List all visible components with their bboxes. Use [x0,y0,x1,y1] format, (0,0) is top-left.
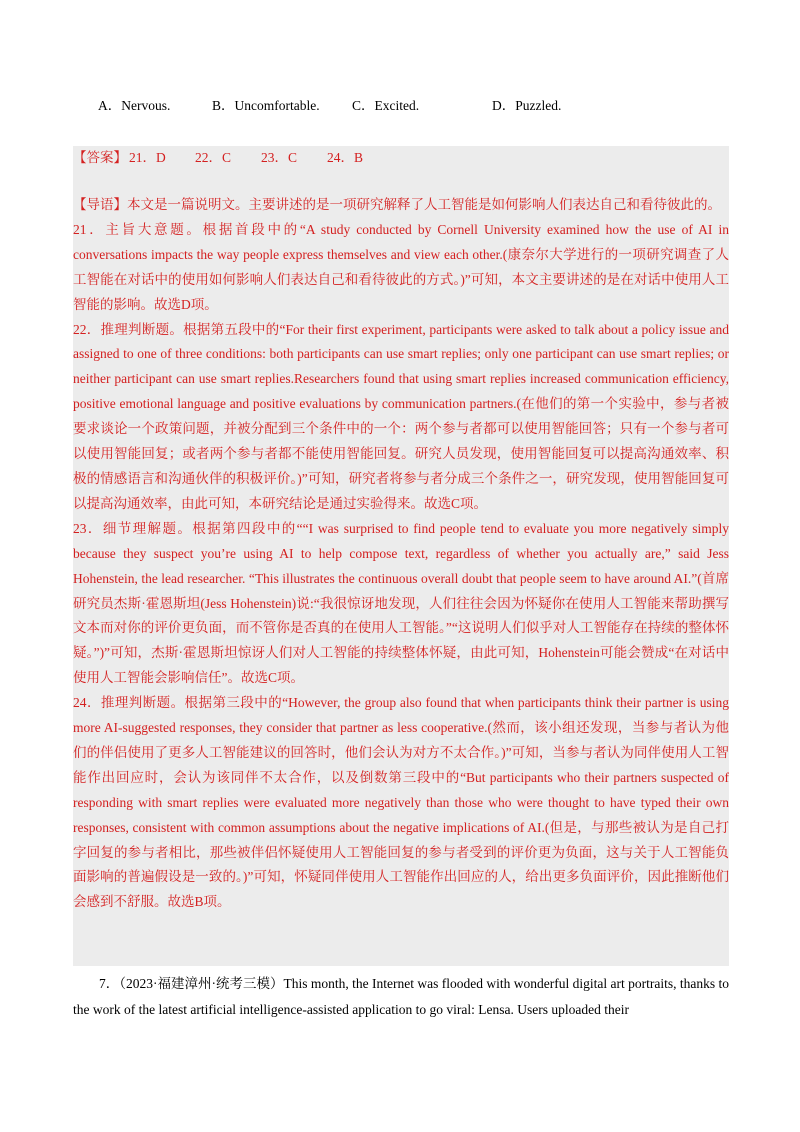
explanation-21: 21．主旨大意题。根据首段中的“A study conducted by Cornell University examined how the use of AI in conversations impacts the way people express themselves and view each other.(康奈尔大学进行的一项研究调查了人工智能在对话中的使用如何影响人们表达自己和看待彼此的方式。)”可知，本文主要讲述的是在对话中使用人工智能的影响。故选D项。 [73,221,729,312]
answer-item-21: 21．D [129,150,166,165]
guide-paragraph: 【导语】本文是一篇说明文。主要讲述的是一项研究解释了人工智能是如何影响人们表达自己和看待彼此的。 [73,197,721,212]
answer-item-22: 22．C [195,150,232,165]
explanation-body [73,193,729,915]
explanation-22: 22．推理判断题。根据第五段中的“For their first experiment, participants were asked to talk about a policy issue and assigned to one of three conditions: both participants can use smart replies; only one participant can use smart replies; or neither participant can use smart replies.Researchers found that using smart replies increased communication efficiency, positive emotional language and positive evaluations by communication partners.(在他们的第一个实验中，参与者被要求谈论一个政策问题，并被分配到三个条件中的一个：两个参与者都可以使用智能回答；只有一个参与者可以使用智能回复；或者两个参与者都不能使用智能回复。研究人员发现，使用智能回复可以提高沟通效率、积极的情感语言和沟通伙伴的积极评价。)”可知，研究者将参与者分成三个条件之一，研究发现，使用智能回复可以提高沟通效率，由此可知，本研究结论是通过实验得来。故选C项。 [73,321,729,511]
question-7-intro [73,971,729,1023]
answer-item-23: 23．C [261,150,298,165]
answer-item-24: 24．B [327,150,364,165]
explanation-24: 24．推理判断题。根据第三段中的“However, the group also found that when participants think their partner is using more AI-suggested responses, they consider that partner as less cooperative.(然而，该小组还发现，当参与者认为他们的伴侣使用了更多人工智能建议的回答时，他们会认为对方不太合作。)”可知，当参与者认为同伴使用人工智能作出回应时，会认为该同伴不太合作，以及倒数第三段中的“But participants who their partners suspected of responding with smart replies were evaluated more negatively than those who were thought to have typed their own responses, consistent with common assumptions about the negative implications of AI.(但是，与那些被认为是自己打字回复的参与者相比，那些被伴侣怀疑使用人工智能回复的参与者受到的评价更为负面，这与关于人工智能负面影响的普遍假设是一致的。)”可知，怀疑同伴使用人工智能作出回应的人，给出更多负面评价，因此推断他们会感到不舒服。故选B项。 [73,695,729,910]
answer-key-line [73,146,729,165]
option-d: D．Puzzled. [492,98,562,113]
answer-label: 【答案】 [73,150,127,165]
option-c: C．Excited. [352,98,420,113]
question-7-text: 7．（2023·福建漳州·统考三模）This month, the Internet was flooded with wonderful digital art portraits, thanks to the work of the latest artificial intelligence-assisted application to go viral: Lensa. Users uploaded their [73,976,729,1017]
option-b: B．Uncomfortable. [212,98,320,113]
explanation-23: 23．细节理解题。根据第四段中的““I was surprised to find people tend to evaluate you more negatively simply because they suspect you’re using AI to help compose text, regardless of whether you actually are,” said Jess Hohenstein, the lead researcher. “This illustrates the continuous overall doubt that people seem to have around AI.”(首席研究员杰斯·霍恩斯坦(Jess Hohenstein)说:“我很惊讶地发现，人们往往会因为怀疑你在使用人工智能来帮助撰写文本而对你的评价更负面，而不管你是否真的在使用人工智能。”“这说明人们似乎对人工智能存在持续的整体怀疑。”)”可知，杰斯·霍恩斯坦惊讶人们对人工智能的持续整体怀疑，由此可知，Hohenstein可能会赞成“在对话中使用人工智能会影响信任”。故选C项。 [73,520,729,686]
option-a: A．Nervous. [98,98,171,113]
